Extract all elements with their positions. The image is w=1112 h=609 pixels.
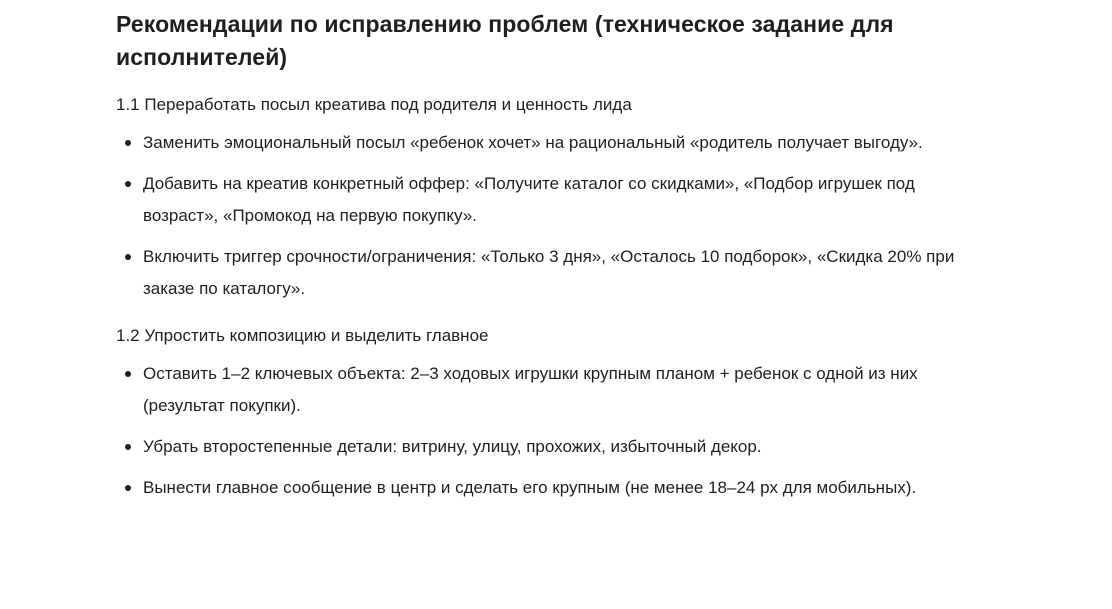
list-item-text: Добавить на креатив конкретный оффер: «Получите каталог со скидками», «Подбор игрушек под возраст», «Промокод на первую покупку».	[143, 174, 915, 225]
bullet-icon	[125, 140, 131, 146]
list-item	[116, 241, 956, 305]
bullet-icon	[125, 181, 131, 187]
document-title: Рекомендации по исправлению проблем (техническое задание для исполнителей)	[116, 11, 894, 70]
list-item	[116, 358, 956, 422]
list-item	[116, 472, 956, 504]
list-item-text: Включить триггер срочности/ограничения: «Только 3 дня», «Осталось 10 подборок», «Скидка 20% при заказе по каталогу».	[143, 247, 955, 298]
section-heading-1-1: 1.1 Переработать посыл креатива под родителя и ценность лида	[116, 95, 632, 114]
list-item-text: Оставить 1–2 ключевых объекта: 2–3 ходовых игрушки крупным планом + ребенок с одной из них (результат покупки).	[143, 364, 918, 415]
bullet-icon	[125, 371, 131, 377]
bullet-icon	[125, 444, 131, 450]
bullet-list-1-2	[116, 358, 956, 504]
document-content	[116, 8, 956, 504]
bullet-icon	[125, 254, 131, 260]
list-item-text: Заменить эмоциональный посыл «ребенок хочет» на рациональный «родитель получает выгоду».	[143, 133, 923, 152]
bullet-icon	[125, 485, 131, 491]
list-item-text: Убрать второстепенные детали: витрину, улицу, прохожих, избыточный декор.	[143, 437, 762, 456]
list-item	[116, 127, 956, 159]
list-item-text: Вынести главное сообщение в центр и сделать его крупным (не менее 18–24 px для мобильных).	[143, 478, 917, 497]
section-heading-1-2: 1.2 Упростить композицию и выделить главное	[116, 326, 489, 345]
list-item	[116, 431, 956, 463]
list-item	[116, 168, 956, 232]
bullet-list-1-1	[116, 127, 956, 305]
